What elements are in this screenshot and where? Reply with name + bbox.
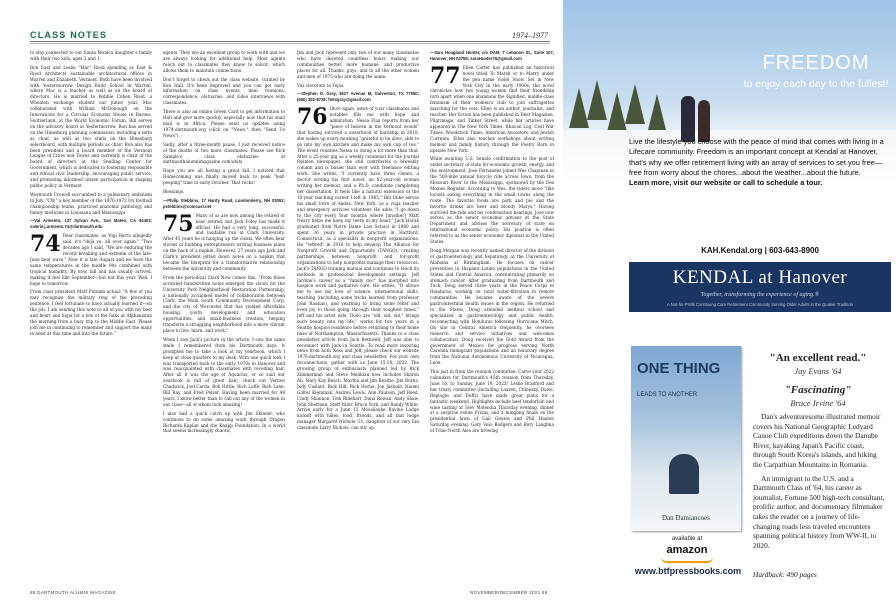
description-paragraph: Dan's adventuresome illustrated memoir covers his National Geographic Ledyard Canoe Club expeditions down the Danube River, kayaking Japan's Pacific coast, through South Korea's islands, and hiking the Carpathian Mountains in Romania. <box>753 412 881 469</box>
review-attribution-1: Jay Evans '64 <box>794 366 842 376</box>
paragraph: Many of us are now among the retired or near retired, but Jack Foley has made it official. He had a very long, successful, and laudable run at Clark University. After 45 years he is hanging up the cleats. We often hear stories of budding entrepreneurs writing business plans on the back of a napkin. However, 27 years ago Jack and Clark's president jotted down notes on a napkin that became the blueprint for a transformative relationship between the university and community. <box>163 212 285 271</box>
paragraph: Hope you are all having a great fall. I noticed that Homecoming was finally moved back to peak "leaf-peeping" time in early October. That rocks! <box>163 168 285 186</box>
paragraph: Weymouth Crowell succumbed to a pulmonary embolism in July. "CW," a key member of the 1970-1972 Ivy football championship teams, practiced anatomic pathology and family medicine in Louisiana and Mississippi. <box>30 191 152 215</box>
header-rule <box>30 41 550 42</box>
paragraph: This just in from the reunion committee: Carve your 2022 calendars for Dartmouth's 45th reunion from Thursday, June 16, to Sunday, June 19, 2022! Leslie Bradford and her trusty committee (including Lauren, Chinesky, Dawe, Replogle, and Duffy) have made great plans for a fantastic weekend. Highlights include beef tenderloin and wine tasting at Stev Molendia Thursday evening, dinner at a surprise venue Friday, and a mingling finale on the presidential lawn of Gail Gentes and Phil Hanlon Saturday evening. Gary Voss Rodgers and Rory Laughna of Trine North Ales are brewing <box>430 369 554 434</box>
byline: —Philip Stebbins, 17 Hardy Road, Londonderry, NH 03053; pstebbins@comcast.net <box>163 197 285 209</box>
column-2 <box>163 50 285 588</box>
book-description <box>753 412 887 554</box>
kendal-ad[interactable] <box>563 0 896 340</box>
book-format: Hardback: 490 pages <box>753 570 817 579</box>
column-4 <box>430 50 554 588</box>
footer-right: NOVEMBER/DECEMBER 2021 89 <box>470 590 548 595</box>
book-url[interactable]: www.btfpressbooks.com <box>634 566 742 576</box>
skier-figure <box>681 96 695 142</box>
kendal-subline: A Not-for-Profit Continuing Care Retirement Community Serving Older Adults in the Quaker Tradition <box>667 302 853 307</box>
dropcap-74: 74 <box>30 231 61 258</box>
tree-icon <box>569 88 589 128</box>
class-74-entry <box>30 233 152 286</box>
paragraph: Vaz clevorato te Tejas. <box>297 82 345 88</box>
cyclist-figure <box>669 454 699 494</box>
book-subtitle: LEADS TO ANOTHER <box>637 392 698 398</box>
book-ad[interactable] <box>563 340 896 590</box>
paragraph: Ron East and Leslie "Mac" Rood spending as East & Rood Architects sustainable architectural offices in Warren and Elizabeth, Vermont. Both have been involved with Yestermorrow Design Build School in Warren, where Mac is a teacher as well as on the board of directors. He is married to Bobbie Cohen Rood, a Wheaton exchange student our junior year. Mac collaborated with William McDonough on the Innovations for a Circular Economy House in Barnes, Switzerland, at the World Economic Forum. Bill serves on the advisory board at Yestermorrow. Ron has served on the Hinesburg planning commission, including a term as chair, as well as two stints on the Hinesburg selectboard, with multiple periods as chair. Ron also has been president and a board member of the Vermont League of Cities and Towns and currently is chair of the board of directors at the Snelling Center for Government, which is dedicated to fostering responsible and ethical civic leadership, encouraging public service, and promoting informed citizen participation in shaping public policy in Vermont. <box>30 64 152 188</box>
skier-figure <box>698 100 710 142</box>
description-paragraph: An immigrant to the U.S. and a Dartmouth Class of '64, his career as journalist, Fortune 500 high-tech consultant, prolific author, and documentary filmmaker takes the reader on a journey of life-changing roads less traveled encounters spanning political history from WW-II, to 2020. <box>753 473 885 550</box>
column-3 <box>297 50 419 588</box>
paragraph: I also had a quick catch up with Jim Skinner, who continues to do some amazing work through Dragon Richards Kaplan and the Knapp Foundation. In a world that seems increasingly chaotic, <box>163 410 285 434</box>
paragraph: When I saw Jack's picture in the article, I saw the same smile I remembered from his Dartmouth days. It prompted me to take a look at my yearbook, which I keep at close quarters to my desk. With one quick look I was transported back to the early 1970s in Hanover and was reacquainted with classmates with receding hair. After all it was the age of Aquarius, or so said our yearbook is full of great hair; check out Vernon Chadwick, Joel Carda, Bob Hittle, Rich Luffe, Rich Lane, Bill Ray, and Fred Pelzer. Having been married for 48 years, I know better than to call out any of the women in our class—all of whom look amazing! <box>163 336 285 407</box>
paragraph: There is also an online Green Card to get information to Hall and give more quickly, especially now that his snail mail is in Africa. Please send us updates using 1974.dartmouth.org (click on "News," then "Send Us News"). <box>163 109 285 138</box>
paragraph: Dear classmates, as Yogi Berra allegedly said, it's "déjà vu, all over again." "Two decades ago I said, "We are enduring the record breaking and extreme of the late-June heat wave." Now it is late August and we have the same temperatures in the middle 90s combined with tropical humidity. By now, fall and has usually arrived, making it feel like September—but not this year. Well, I hope to tomorrow. <box>30 233 152 286</box>
review-attribution-2: Bruce Irvine '64 <box>790 398 846 408</box>
paragraph: Once again, news of your classmates and notables fills me with hope and admiration. Nessa Flax reports from her "piece of heaven in the Vermont woods" that having survived a sisterhood of hardship in 2018, she wakes up every morning "grateful to be alive, able to go into my own kitchen and make my own cup of tea." The event reunites Nessa to doing a lot more than that. After a 25-year gig as a weekly columnist for the Journal Opinion newspaper, she still contributes a biweekly column and is busier than ever with freelance editing work. She writes, "I currently have three clients, a doctor writing his first novel, an 82-year-old woman writing her memoir, and a Ph.D. candidate completing her dissertation. It feels like a natural extension of the 10-year teaching career I left in 1985." Bill Duke serves his small town of Andes, New York, as a yoga teacher and emergency services volunteer. He adds, "I go down to the city every four months where [another] Matt Neary helps me keep my teeth in my head." Jack Horak graduated from Notre Dame Law School in 1980 and spent 36 years in private practice in Hartford, Connecticut, as a specialist in nonprofit organizations. He "retired" in 2016 to help develop The Alliance for Nonprofit Growth and Opportunity (TANGO), creating partnerships between nonprofit and for-profit organizations to help nonprofits manage their resources. Jack's TANGO training manual and continues to teach its methods in professional development settings. Jeff Jardine's career as a "family doc" has morphed into hospice work and palliative care. He writes, "It allows me to use my love of science, interpersonal skills, teaching (including some tricks learned from professor John Rassias), and yearning to bring some relief and even joy to those going through their toughest times." Jeff and his artist wife, Dodo are "old, old, old," brings such beauty into my life," works for two years in a Seattle hospice residence before returning to their home base of Northampton, Massachusetts. Thanks to a class newsletter article from Jack Bethwell, Jeff was able to reconnect with Jack in Seattle. To read more inspiring news from both Ness and Jeff, please check our website 1976.dartmouth.org and class newsletter. For your own reconnections, gather with us June 15-18, 2022. The growing group of enthusiasts planned led by Rick Zimmerman and Steve Melikian now includes Sharon Ali, Mary Kay Beach, Martha and Jim Beattie, Jim Burns, Judy Caslant, Rick Hill, Rich Horne, Joe Jaskuld, Naomi Galter Kleinman, Andrea Lewis, Ann Paulson, Jeff Reed, Cindy Shannon, Tom Rinehart, Dana Rowan, Andy Shaw, John Sherman, Steff Valor, Bruce York, and Randy White. Arrive early for a June 15 Moosilauke Ravine Lodge kickoff with hikes, food, friends, and all that lodge manager Margaret Nichole '21, daughter of our very fun classmate Larry Nichols, can stir up. <box>297 106 419 431</box>
ad-body-text: Live the lifestyle you choose with the peace of mind that comes with living in a Lifecare community. Freedom is an important concept at Kendal at Hanover, that's why we offer retirement living with an array of services to set you free—free from worry about the chores...about the weather...about the future. <box>629 137 884 177</box>
tree-icon <box>625 84 645 124</box>
ad-contact[interactable]: KAH.Kendal.org | 603-643-8900 <box>701 246 819 255</box>
byline: —Val Armento, 137 Sylvan Ave., San Mateo, CA 94403; valerie.j.armento.74@dartmouth.edu <box>30 218 152 230</box>
amazon-logo[interactable]: amazon <box>666 544 708 556</box>
paragraph: agents. They are an excellent group to work with and we are always looking for additional help. Most agents reach out to classmates they know to solicit, which allows them to maintain connections. <box>163 50 285 73</box>
paragraph: While awaiting U.S. Senate confirmation to the post of under secretary of state for economic growth, energy, and the environment, Jose Fernandez joined Wes Chapman in the 500-mile annual bicycle ride across Iowa, from the Missouri River to the Mississippi, sponsored by the Des Moines Register. According to Wes, the riders move "like locusts eating everything in the small towns along the route. The favorite foods are pork and pie and the favorite drinks are beer and bloody Marys." Having survived the ride and his confirmation hearings, Jose now serves as the senior economic adviser at the State Department and advises the secretary of state on international economic policy. His position is often referred to as the senior economic diplomat in the United States. <box>430 156 554 245</box>
paragraph: Sadly, after a three-month pause, I just received notice of the deaths of two more classmates. Please see Rick Sample's class obituaries at dartmouthalumnimagazine.com/obits. <box>163 141 285 165</box>
review-quote-1: "An excellent read." <box>769 352 867 364</box>
byline: —Sara Hoagland Hunter, c/o DAM, 7 Lebanon St., Suite 107, Hanover, NH 03755; saraHunter76@gmail.com <box>430 50 554 61</box>
dropcap-75: 75 <box>163 210 194 237</box>
book-cover <box>631 346 741 531</box>
kendal-logo-box <box>629 262 891 312</box>
ad-cta: Learn more, visit our website or call to schedule a tour. <box>629 178 823 188</box>
book-author: Dan Damiancoes <box>661 514 710 522</box>
paragraph: Blessings. <box>163 189 185 195</box>
tree-icon <box>587 80 607 120</box>
header-rule-secondary <box>30 43 550 44</box>
ad-subhead: to enjoy each day to the fullest! <box>743 78 889 90</box>
section-title: CLASS NOTES <box>30 30 108 40</box>
byline: —Stephen D. Gray, 3627 Avenue M, Galveston, TX 77550; (650) 302-8728; fmtsgray@gmail.com <box>297 91 419 103</box>
paragraph: to stay connected to our Santa Monica daughter's family with their two kids, ages 3 and 1. <box>30 50 152 61</box>
tree-icon <box>647 94 667 134</box>
kendal-tagline: Together, transforming the experience of aging.® <box>700 292 820 298</box>
paragraph: Don't forget to check out the class website, curated by Ken Hall. It's been improved and you can get early information on class events, mini reunions, correspondence, obituaries, and video interviews with classmates. <box>163 76 285 106</box>
dropcap-77: 77 <box>430 62 461 89</box>
dropcap-76: 76 <box>297 104 328 131</box>
tree-icon <box>607 92 627 132</box>
class-75-entry <box>163 210 285 272</box>
paragraph: Jim and Jack represent only two of our many classmates who have devoted countless hours making our communities better, more humane, and productive places for all. Thanks, guys, and to all the other women and men of 1975 who are doing the same. <box>297 50 419 79</box>
paragraph: From class president Matt Putnam actual: "A few of you may recognize the military ring of the preceding sentence. I feel fortunate to have actually learned it—on the job. I am sending this note to all of you with my best and heart and hope for a few of the folks at Afghanistan the morning from a busy trip to the Middle East. Please join me in continuing to remember and support the many in need at this time and into the future." <box>30 289 152 336</box>
paragraph: Ellen Carter has published an historical novel titled To Marsh or to Marry under the pen name Violet Snow. Set in New York City in the early 1900s, the novel chronicles how two young women find their friendship torn apart when one abandons the dignified, middle-class feminism of their women's club to join suffragettes marching for the vote. Ellen is an author, journalist, and teacher. Her fiction has been published in Deer Magazine, Pilgrimage, and Tinker Street, while her articles have appeared in The New York Times, Ithacan Log, Civil War Times, Woodstock Times, American Ancestors, and Jewish Currents. Ellen also teaches workshops about writing memoir and family history through the Poetry Barn in upstate New York. <box>430 64 554 153</box>
available-at: available at <box>671 536 703 542</box>
review-quote-2: "Fascinating" <box>784 384 852 396</box>
ad-headline: FREEDOM <box>762 52 870 74</box>
column-1 <box>30 50 152 588</box>
amazon-smile-icon <box>661 557 713 563</box>
ad-body <box>629 137 891 188</box>
kendal-logo: KENDAL at Hanover <box>672 267 848 288</box>
footer-left: 88 DARTMOUTH ALUMNI MAGAZINE <box>30 590 117 595</box>
class-77-entry <box>430 62 554 154</box>
book-title: ONE THING <box>637 360 721 377</box>
paragraph: From the periodical Clark Now comes this, "From those scrawled handwritten notes emerged the vision for the University Park Neighborhood Restoration Partnership, a nationally acclaimed model of collaboration between Clark, the Main South Community Development Corp, and the city of Worcester that has yielded affordable housing, youth development and education opportunities, and small-business creation, helping transform a struggling neighborhood into a more vibrant place to live, learn, and work." <box>163 274 285 333</box>
paragraph: Doug Morgan was recently named director of the division of gastroenterology and hepatology at the University of Alabama at Birmingham. He focuses on cancer prevention in Hispanic-Latino populations in the United States and Central America, concentrating primarily on stomach cancer. After graduating from Dartmouth and Tuck, Doug served three years in the Peace Corps in Honduras, working on rural water-filtration in remote communities. He became aware of the severe gastrointestinal health issues in the region. He returned to the States, Doug attended medical school and specialized in gastroenterology and public health, reconnecting with Honduras following Hurricane Mitch. On site in Central America frequently, he oversees research and service initiatives and welcomes collaboration. Doug received the Gold Award from the government of Mexico for progress serving North Carolina immigrant populations and an honorary degree from the National Autonomous University of Nicaragua, León. <box>430 248 554 366</box>
class-years: 1974–1977 <box>512 31 548 40</box>
class-76-entry <box>297 106 419 431</box>
